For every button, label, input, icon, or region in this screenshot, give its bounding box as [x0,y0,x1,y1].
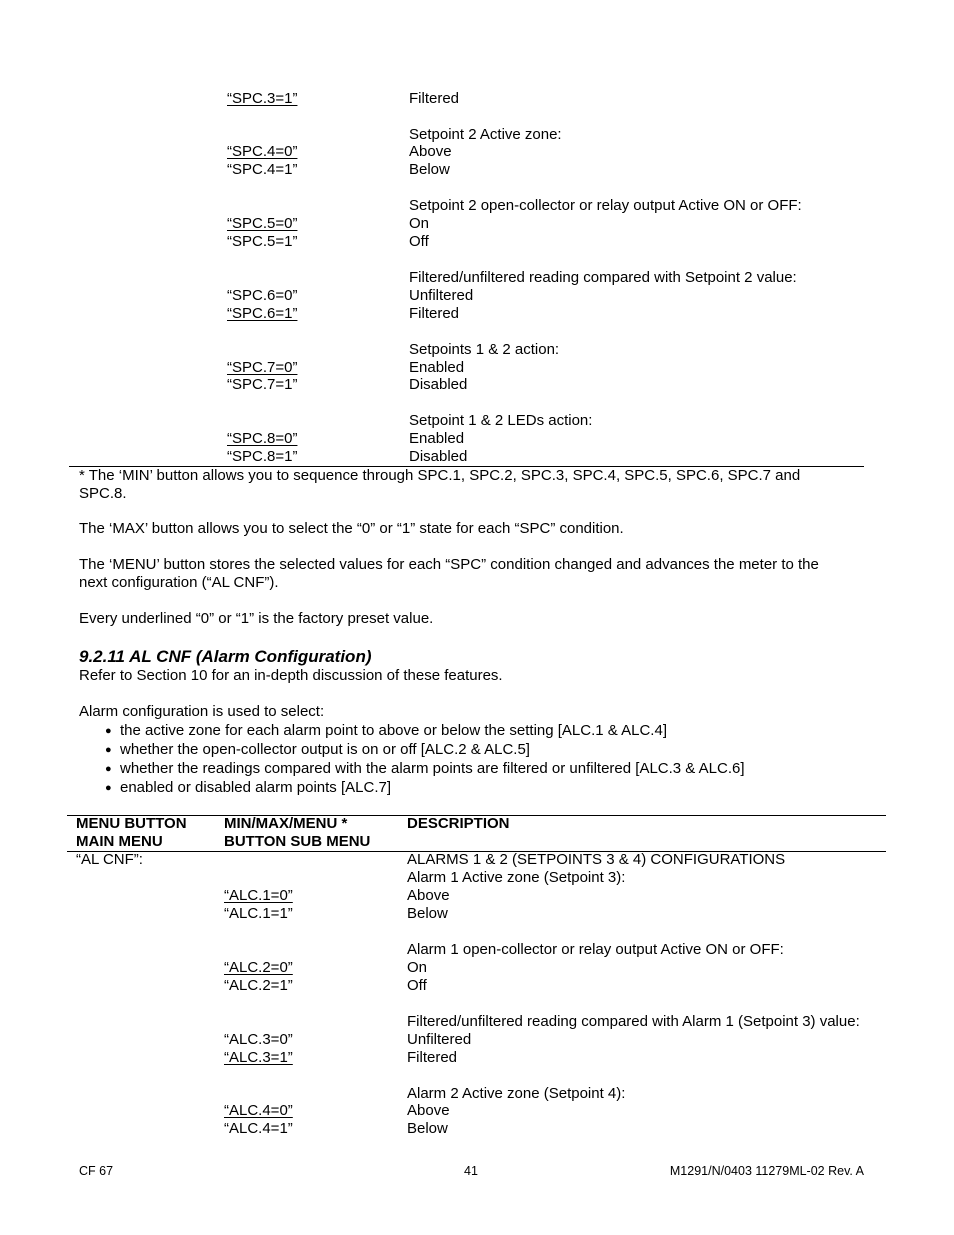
table-row-desc: On [407,959,428,976]
spc-desc: Off [409,233,429,250]
spc-group-title: Setpoint 1 & 2 LEDs action: [409,412,593,429]
list-item: enabled or disabled alarm points [ALC.7] [120,779,391,796]
spc-desc: On [409,215,430,232]
spc-group-title: Setpoint 2 Active zone: [409,126,562,143]
note-min-button-cont: SPC.8. [79,485,127,502]
header-col3: DESCRIPTION [407,815,510,832]
footer-doc-id: M1291/N/0403 11279ML-02 Rev. A [669,1164,864,1178]
page-number: 41 [464,1164,478,1178]
table-row-code: “ALC.4=0” [224,1102,293,1119]
spc-desc: Disabled [409,448,468,465]
table-row-code: “ALC.4=1” [224,1120,293,1137]
spc-code: “SPC.7=0” [227,359,298,376]
table-row-desc: ALARMS 1 & 2 (SETPOINTS 3 & 4) CONFIGURATIONS [407,851,786,868]
table-row-desc: Below [407,1120,448,1137]
spc-desc: Enabled [409,359,465,376]
list-item: whether the open-collector output is on or off [ALC.2 & ALC.5] [120,741,530,758]
spc-desc: Above [409,143,452,160]
table-row-desc: Below [407,905,448,922]
bullet-icon: ● [105,763,112,775]
list-item: the active zone for each alarm point to above or below the setting [ALC.1 & ALC.4] [120,722,667,739]
table-row-code: “ALC.1=0” [224,887,293,904]
footer-model: CF 67 [79,1164,114,1178]
table-row-desc: Alarm 2 Active zone (Setpoint 4): [407,1085,626,1102]
header-col2-line2: BUTTON SUB MENU [224,833,371,850]
spc-desc: Filtered [409,90,460,107]
header-col1-line2: MAIN MENU [76,833,163,850]
section-heading: 9.2.11 AL CNF (Alarm Configuration) [79,647,372,666]
table-row-desc: Unfiltered [407,1031,472,1048]
spc-code: “SPC.4=0” [227,143,298,160]
bullet-icon: ● [105,725,112,737]
spc-code: “SPC.5=1” [227,233,298,250]
spc-desc: Disabled [409,376,468,393]
section-intro-text: Alarm configuration is used to select: [79,703,325,720]
bullet-icon: ● [105,782,112,794]
list-item: whether the readings compared with the alarm points are filtered or unfiltered [ALC.3 & ALC.6] [120,760,745,777]
spc-code: “SPC.4=1” [227,161,298,178]
note-min-button: * The ‘MIN’ button allows you to sequence through SPC.1, SPC.2, SPC.3, SPC.4, SPC.5, SPC.6, SPC.7 and [79,467,801,484]
table-row-desc: Alarm 1 open-collector or relay output Active ON or OFF: [407,941,784,958]
spc-desc: Unfiltered [409,287,474,304]
header-col2-line1: MIN/MAX/MENU * [224,815,348,832]
spc-code: “SPC.7=1” [227,376,298,393]
spc-group-title: Setpoint 2 open-collector or relay output Active ON or OFF: [409,197,802,214]
spc-code: “SPC.6=0” [227,287,298,304]
main-menu-cell: “AL CNF”: [76,851,143,868]
note-menu-button-cont: next configuration (“AL CNF”). [79,574,279,591]
table-row-code: “ALC.2=1” [224,977,293,994]
spc-group-title: Setpoints 1 & 2 action: [409,341,560,358]
spc-code: “SPC.6=1” [227,305,298,322]
spc-code: “SPC.8=1” [227,448,298,465]
note-menu-button: The ‘MENU’ button stores the selected values for each “SPC” condition changed and advances the meter to the [79,556,819,573]
note-factory-preset: Every underlined “0” or “1” is the factory preset value. [79,610,434,627]
spc-desc: Enabled [409,430,465,447]
table-row-code: “ALC.1=1” [224,905,293,922]
table-row-desc: Filtered/unfiltered reading compared with Alarm 1 (Setpoint 3) value: [407,1013,860,1030]
table-row-code: “ALC.2=0” [224,959,293,976]
table-row-code: “ALC.3=0” [224,1031,293,1048]
spc-desc: Below [409,161,450,178]
spc-code: “SPC.8=0” [227,430,298,447]
table-row-desc: Above [407,887,450,904]
bullet-icon: ● [105,744,112,756]
table-row-desc: Off [407,977,427,994]
spc-code: “SPC.5=0” [227,215,298,232]
section-refer-text: Refer to Section 10 for an in-depth discussion of these features. [79,667,503,684]
spc-group-title: Filtered/unfiltered reading compared with Setpoint 2 value: [409,269,797,286]
table-row-desc: Alarm 1 Active zone (Setpoint 3): [407,869,626,886]
table-row-desc: Above [407,1102,450,1119]
table-row-desc: Filtered [407,1049,458,1066]
table-row-code: “ALC.3=1” [224,1049,293,1066]
spc-desc: Filtered [409,305,460,322]
note-max-button: The ‘MAX’ button allows you to select the “0” or “1” state for each “SPC” condition. [79,520,624,537]
header-col1-line1: MENU BUTTON [76,815,187,832]
spc-code: “SPC.3=1” [227,90,298,107]
